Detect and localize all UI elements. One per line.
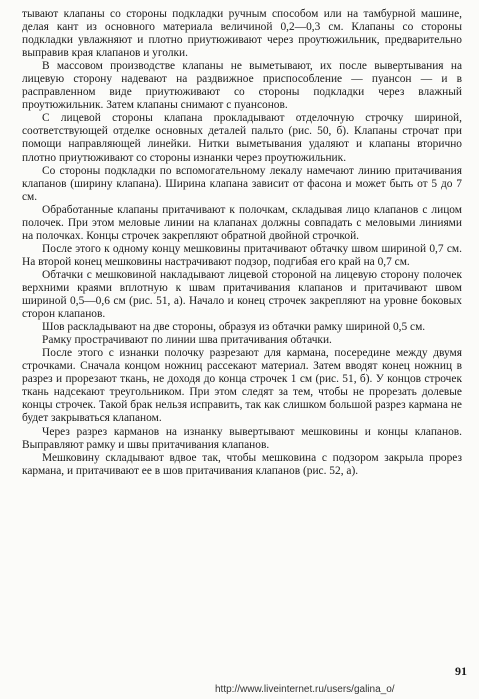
paragraph: В массовом производстве клапаны не выметывают, их после вывертывания на лицевую сторону надевают на раздвижное приспособление — пуансон — и в расправленном виде приутюживают со стороны подкладки через влажный проутюжильник. Затем клапаны снимают с пуансонов.: [22, 60, 462, 112]
paragraph: После этого к одному концу мешковины притачивают обтачку швом шириной 0,7 см. На второй конец мешковины настрачивают подзор, подгибая его край на 0,7 см.: [22, 242, 462, 268]
paragraph: Обтачки с мешковиной накладывают лицевой стороной на лицевую сторону полочек верхними краями вплотную к швам притачивания клапанов и притачивают швом шириной 0,5—0,6 см (рис. 51, а). Начало и конец строчек закрепляют на уровне боковых сторон клапанов.: [22, 268, 462, 321]
paragraph: тывают клапаны со стороны подкладки ручным способом или на тамбурной машине, делая кант из основного материала величиной 0,2—0,3 см. Клапаны со стороны подкладки увлажняют и плотно приутюживают через проутюжильник, предварительно выправив края клапанов и уголки.: [22, 8, 462, 60]
paragraph: С лицевой стороны клапана прокладывают отделочную строчку шириной, соответствующей отделке основных деталей пальто (рис. 50, б). Клапаны строчат при помощи направляющей линейки. Нитки выметывания удаляют и клапаны вторично плотно приутюживают со стороны изнанки через проутюжильник.: [22, 112, 462, 164]
page-number: 91: [455, 664, 467, 678]
paragraph: Мешковину складывают вдвое так, чтобы мешковина с подзором закрыла прорез кармана, и притачивают ее в шов притачивания клапанов (рис. 52, а).: [22, 451, 462, 477]
paragraph: Со стороны подкладки по вспомогательному лекалу намечают линию притачивания клапанов (ширину клапана). Ширина клапана зависит от фасона и может быть от 5 до 7 см.: [22, 164, 462, 203]
page-text: [22, 8, 462, 478]
paragraph: Обработанные клапаны притачивают к полочкам, складывая лицо клапанов с лицом полочек. При этом меловые линии на клапанах должны совпадать с меловыми линиями на полочках. Концы строчек закрепляют обратной двойной строчкой.: [22, 203, 462, 242]
paragraph: Шов раскладывают на две стороны, образуя из обтачки рамку шириной 0,5 см.: [42, 321, 426, 334]
paragraph: После этого с изнанки полочку разрезают для кармана, посередине между двумя строчками. Сначала концом ножниц рассекают материал. Затем вводят конец ножниц в разрез и прорезают ткань, не доходя до конца строчек 1 см (рис. 51, б). У концов строчек ткань надсекают треугольником. При этом следят за тем, чтобы не прорезать долевые концы строчек. Такой брак нельзя исправить, так как слишком большой разрез кармана не будет закрываться клапаном.: [22, 347, 462, 425]
watermark-url: http://www.liveinternet.ru/users/galina_o/: [215, 684, 395, 695]
paragraph: Через разрез карманов на изнанку вывертывают мешковины и концы клапанов. Выправляют рамку и швы притачивания клапанов.: [22, 425, 462, 451]
paragraph: Рамку прострачивают по линии шва притачивания обтачки.: [42, 334, 332, 347]
